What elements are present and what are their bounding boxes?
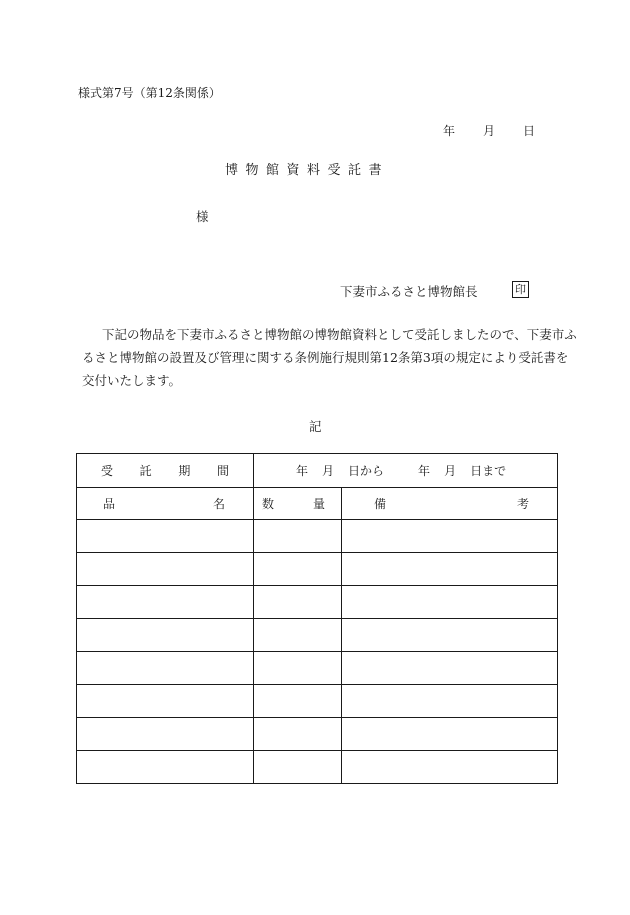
body-text [82, 323, 577, 392]
header-row [77, 488, 558, 520]
ki-marker: 記 [309, 419, 322, 434]
to-day: 日まで [470, 464, 507, 478]
body-line-3: 交付いたします。 [82, 373, 182, 388]
form-number: 様式第7号（第12条関係） [78, 86, 221, 100]
period-label [77, 462, 253, 479]
item-cell [77, 553, 254, 586]
item-cell [77, 652, 254, 685]
item-cell [77, 586, 254, 619]
table-row [77, 652, 558, 685]
period-label-char: 期 [178, 464, 191, 478]
quantity-cell [254, 652, 342, 685]
header-char: 考 [516, 497, 529, 511]
table-row [77, 685, 558, 718]
quantity-cell [254, 520, 342, 553]
quantity-cell [254, 685, 342, 718]
to-year: 年 [418, 464, 431, 478]
item-cell [77, 718, 254, 751]
date-line [443, 122, 535, 139]
period-value [254, 462, 557, 479]
body-line-2: るさと博物館の設置及び管理に関する条例施行規則第12条第3項の規定により受託書を [82, 350, 569, 365]
deposit-table [76, 453, 558, 784]
quantity-cell [254, 553, 342, 586]
period-label-char: 受 [101, 464, 114, 478]
period-label-cell [77, 454, 254, 488]
period-value-cell [254, 454, 558, 488]
remarks-cell [342, 619, 558, 652]
item-cell [77, 619, 254, 652]
remarks-cell [342, 586, 558, 619]
from-day: 日から [348, 464, 385, 478]
remarks-cell [342, 718, 558, 751]
period-row [77, 454, 558, 488]
item-cell [77, 520, 254, 553]
header-char: 数 [262, 497, 275, 511]
remarks-cell [342, 652, 558, 685]
from-year: 年 [296, 464, 309, 478]
header-char: 備 [374, 497, 387, 511]
period-label-char: 間 [216, 464, 229, 478]
seal-mark: 印 [512, 281, 529, 298]
table-row [77, 553, 558, 586]
document-title: 博物館資料受託書 [225, 163, 390, 178]
item-cell [77, 751, 254, 784]
header-char: 名 [212, 497, 225, 511]
table-row [77, 751, 558, 784]
table-row [77, 586, 558, 619]
quantity-cell [254, 619, 342, 652]
remarks-cell [342, 685, 558, 718]
to-month: 月 [444, 464, 457, 478]
table-row [77, 619, 558, 652]
quantity-cell [254, 751, 342, 784]
item-cell [77, 685, 254, 718]
header-quantity [254, 488, 342, 520]
recipient-suffix: 様 [196, 209, 209, 224]
body-line-1: 下記の物品を下妻市ふるさと博物館の博物館資料として受託しましたので、下妻市ふ [102, 327, 577, 342]
header-item [77, 488, 254, 520]
table-row [77, 718, 558, 751]
period-label-char: 託 [139, 464, 152, 478]
header-char: 量 [312, 497, 325, 511]
quantity-cell [254, 586, 342, 619]
from-month: 月 [322, 464, 335, 478]
remarks-cell [342, 520, 558, 553]
date-year: 年 [443, 124, 456, 138]
remarks-cell [342, 751, 558, 784]
issuer-name: 下妻市ふるさと博物館長 [340, 284, 478, 299]
header-char: 品 [103, 497, 116, 511]
header-remarks [342, 488, 558, 520]
date-month: 月 [483, 124, 496, 138]
table-row [77, 520, 558, 553]
date-day: 日 [523, 124, 536, 138]
remarks-cell [342, 553, 558, 586]
quantity-cell [254, 718, 342, 751]
